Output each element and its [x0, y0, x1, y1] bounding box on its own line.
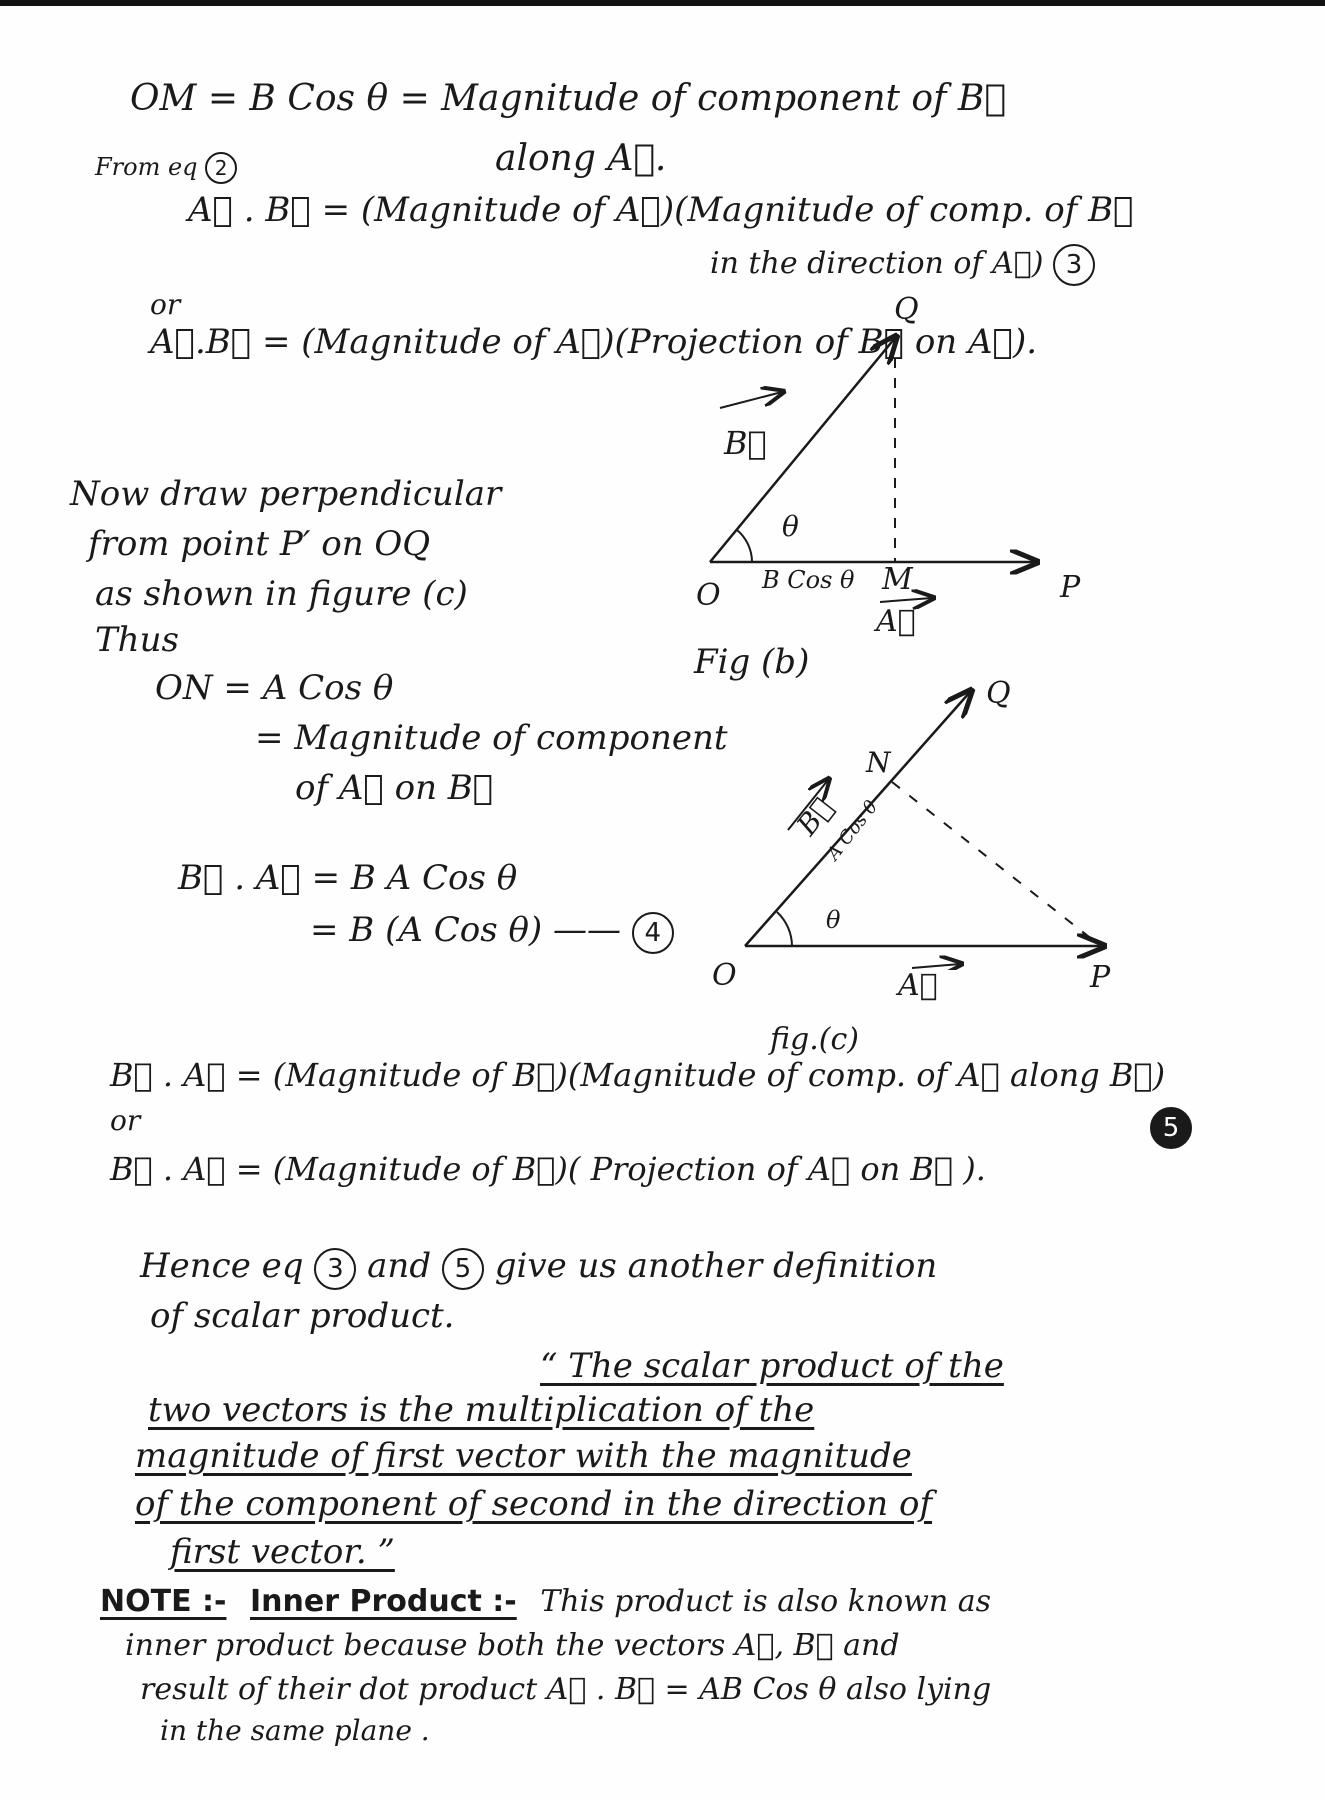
b-a-cos-text: = B (A Cos θ) —— [310, 910, 621, 950]
line-of-scalar-product: of scalar product. [150, 1296, 455, 1336]
line-a-dot-b-magnitude: A⃗ . B⃗ = (Magnitude of A⃗)(Magnitude of comp. of B⃗ [188, 190, 1134, 230]
note-line-1 [100, 1584, 991, 1619]
perpendicular-pn [892, 782, 1098, 944]
line-of-a-on-b: of A⃗ on B⃗ [295, 768, 494, 808]
line-definition-3: magnitude of first vector with the magnitude [135, 1436, 912, 1476]
note-title: Inner Product :- [250, 1584, 517, 1619]
line-projection-b-on-a: A⃗.B⃗ = (Magnitude of A⃗)(Projection of B⃗ on A⃗). [150, 322, 1038, 362]
line-or-2: or [110, 1104, 141, 1137]
line-now-draw: Now draw perpendicular [70, 474, 502, 514]
angle-arc-c [777, 912, 792, 946]
line-from-point: from point P′ on OQ [88, 524, 431, 564]
fig-c-label-vec-b: B⃗ [790, 791, 840, 842]
fig-c-label-vec-a: A⃗ [898, 968, 938, 1003]
line-projection-a-on-b: B⃗ . A⃗ = (Magnitude of B⃗)( Projection of A⃗ on B⃗ ). [110, 1150, 986, 1188]
eq-number-4: 4 [632, 912, 674, 954]
fig-c-caption: fig.(c) [770, 1022, 859, 1057]
fig-c-label-acos: A Cos θ [823, 796, 883, 865]
fig-c-label-q: Q [986, 676, 1011, 711]
angle-arc-b [737, 530, 752, 562]
fig-b-label-bcos: B Cos θ [762, 566, 855, 594]
line-from-eq [95, 152, 237, 184]
note-line-3: result of their dot product A⃗ . B⃗ = AB Cos θ also lying [140, 1672, 992, 1707]
line-on-equals: ON = A Cos θ [155, 668, 394, 708]
figure-c [720, 660, 1120, 970]
line-hence [140, 1246, 937, 1290]
fig-b-label-q: Q [894, 292, 919, 327]
note-line-2: inner product because both the vectors A⃗, B⃗ and [125, 1628, 900, 1663]
line-b-dot-a-magnitude: B⃗ . A⃗ = (Magnitude of B⃗)(Magnitude of comp. of A⃗ along B⃗) [110, 1056, 1166, 1094]
line-definition-2: two vectors is the multiplication of the [148, 1390, 815, 1430]
line-b-a-cos [310, 910, 674, 954]
line-b-dot-a: B⃗ . A⃗ = B A Cos θ [178, 858, 518, 898]
direction-text: in the direction of A⃗) [710, 246, 1044, 281]
fig-b-label-o: O [696, 578, 721, 613]
hence-eq-5: 5 [442, 1248, 484, 1290]
line-or-1: or [150, 288, 181, 321]
note-label: NOTE :- [100, 1584, 227, 1619]
line-as-shown: as shown in figure (c) [95, 574, 468, 614]
fig-b-label-theta: θ [782, 510, 799, 543]
line-definition-5: first vector. ” [170, 1532, 395, 1572]
hence-text: Hence eq [140, 1246, 304, 1286]
fig-b-label-p: P [1060, 570, 1081, 605]
and-text: and [367, 1246, 432, 1286]
fig-b-caption: Fig (b) [694, 642, 810, 682]
line-direction-of-a [710, 244, 1095, 286]
eq-number-5: 5 [1150, 1107, 1192, 1149]
eq-number-2: 2 [205, 152, 237, 184]
b-vector-label-arrow [720, 392, 782, 408]
line-thus: Thus [95, 620, 179, 660]
line-definition-1: “ The scalar product of the [540, 1346, 1004, 1386]
fig-c-label-o: O [712, 958, 737, 993]
hence-eq-3: 3 [314, 1248, 356, 1290]
fig-b-label-m: M [882, 562, 913, 597]
fig-c-label-n: N [866, 746, 891, 779]
line-definition-4: of the component of second in the direction of [135, 1484, 933, 1524]
line-along-a: along A⃗. [495, 138, 667, 179]
line-magnitude-component: = Magnitude of component [255, 718, 728, 758]
eq-number-3: 3 [1053, 244, 1095, 286]
fig-b-label-vec-b: B⃗ [724, 424, 767, 462]
fig-c-label-p: P [1090, 960, 1111, 995]
a-vector-label-arrow [880, 598, 932, 602]
fig-c-label-theta: θ [826, 906, 841, 934]
eq-number-5-wrap [1150, 1106, 1192, 1149]
top-border [0, 0, 1325, 6]
from-eq-text: From eq [95, 153, 198, 181]
note-text-1: This product is also known as [540, 1584, 992, 1619]
line-om-definition: OM = B Cos θ = Magnitude of component of B⃗ [130, 78, 1006, 119]
note-line-4: in the same plane . [160, 1714, 430, 1747]
fig-b-label-vec-a: A⃗ [876, 604, 916, 639]
give-text: give us another definition [494, 1246, 938, 1286]
